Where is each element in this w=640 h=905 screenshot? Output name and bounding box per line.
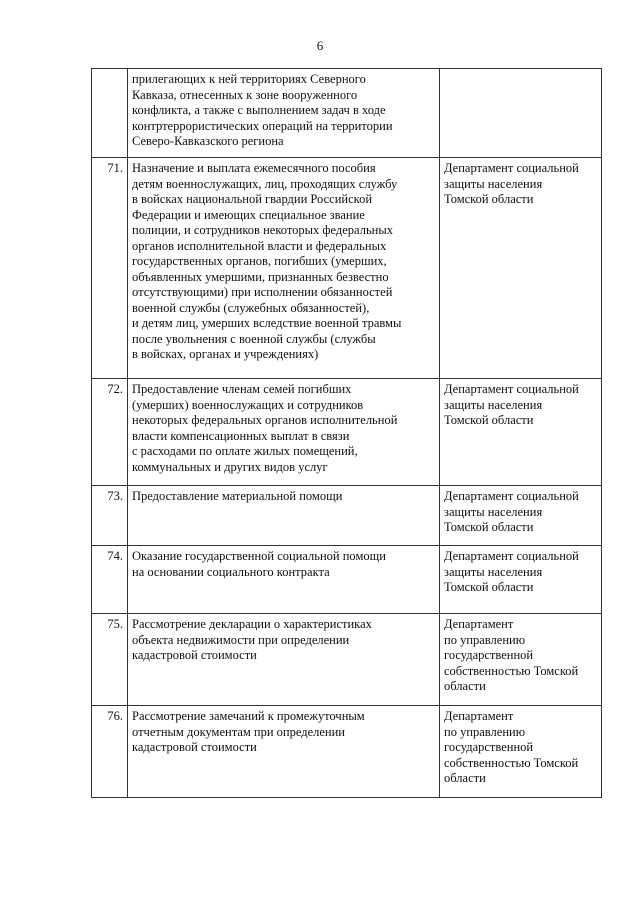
- row-number: 73.: [107, 489, 123, 503]
- table-row: [92, 614, 602, 706]
- department-line: по управлению: [444, 632, 526, 647]
- service-name-cell: [128, 706, 440, 798]
- service-name-line: после увольнения с военной службы (службы: [132, 331, 376, 346]
- service-name-line: некоторых федеральных органов исполнительной: [132, 413, 398, 427]
- service-name-line: кадастровой стоимости: [132, 648, 257, 662]
- service-name-line: и детям лиц, умерших вследствие военной травмы: [132, 316, 402, 330]
- page-number: 6: [316, 38, 324, 53]
- service-name-line: объекта недвижимости при определении: [132, 632, 350, 647]
- service-name-line: конфликта, а также с выполнением задач в ходе: [132, 103, 386, 117]
- service-name-line: контртеррористических операций на территории: [132, 118, 393, 133]
- row-number: 75.: [107, 617, 123, 631]
- department-line: Департамент социальной: [444, 382, 579, 396]
- department-line: защиты населения: [444, 504, 543, 519]
- service-name-line: в войсках, органах и учреждениях): [132, 347, 319, 361]
- department-cell: [440, 614, 602, 706]
- department-line: Департамент социальной: [444, 549, 579, 563]
- service-name-line: в войсках национальной гвардии Российской: [132, 192, 373, 206]
- department-line: Томской области: [444, 413, 534, 427]
- row-number-cell: [92, 486, 128, 546]
- department-cell: [440, 546, 602, 614]
- department-line: Томской области: [444, 580, 534, 594]
- department-line: по управлению: [444, 724, 526, 739]
- service-name-line: отсутствующими) при исполнении обязанностей: [132, 285, 393, 299]
- table-row: [92, 546, 602, 614]
- service-name-line: военной службы (служебных обязанностей),: [132, 300, 370, 315]
- service-name-line: Предоставление материальной помощи: [132, 489, 343, 503]
- service-name-line: Федерации и имеющих специальное звание: [132, 207, 365, 222]
- row-number-cell: [92, 158, 128, 379]
- service-name-line: детям военнослужащих, лиц, проходящих службу: [132, 176, 398, 191]
- service-name-line: государственных органов, погибших (умерших,: [132, 254, 387, 268]
- department-cell: [440, 158, 602, 379]
- row-number: 76.: [107, 709, 123, 723]
- department-cell: [440, 69, 602, 158]
- service-name-line: органов исполнительной власти и федеральных: [132, 238, 387, 253]
- service-name-cell: [128, 486, 440, 546]
- table-row: [92, 69, 602, 158]
- department-line: Томской области: [444, 520, 534, 534]
- service-name-line: Северо-Кавказского региона: [132, 134, 284, 148]
- row-number-cell: [92, 546, 128, 614]
- row-number: 74.: [107, 549, 123, 563]
- department-line: Томской области: [444, 192, 534, 206]
- service-name-line: полиции, и сотрудников некоторых федеральных: [132, 223, 393, 237]
- department-cell: [440, 486, 602, 546]
- service-name-line: кадастровой стоимости: [132, 740, 257, 754]
- service-name-cell: [128, 614, 440, 706]
- department-line: Департамент: [444, 617, 514, 631]
- service-name-line: Назначение и выплата ежемесячного пособия: [132, 161, 376, 175]
- department-line: собственностью Томской: [444, 755, 579, 770]
- row-number-cell: [92, 706, 128, 798]
- service-name-line: на основании социального контракта: [132, 564, 330, 579]
- table-row: [92, 158, 602, 379]
- row-number-cell: [92, 379, 128, 486]
- department-line: области: [444, 771, 486, 785]
- service-name-line: Оказание государственной социальной помощи: [132, 549, 386, 563]
- service-name-line: с расходами по оплате жилых помещений,: [132, 444, 358, 458]
- service-name-cell: [128, 69, 440, 158]
- services-table-body: [92, 69, 602, 798]
- row-number-cell: [92, 69, 128, 158]
- row-number: 71.: [107, 161, 123, 175]
- department-line: Департамент социальной: [444, 489, 579, 503]
- table-row: [92, 379, 602, 486]
- department-line: защиты населения: [444, 397, 543, 412]
- services-table: [91, 68, 602, 798]
- department-line: государственной: [444, 648, 534, 662]
- row-number-cell: [92, 614, 128, 706]
- service-name-line: прилегающих к ней территориях Северного: [132, 72, 366, 86]
- row-number: 72.: [107, 382, 123, 396]
- department-line: государственной: [444, 740, 534, 754]
- table-row: [92, 706, 602, 798]
- service-name-line: Рассмотрение декларации о характеристиках: [132, 617, 372, 631]
- service-name-line: Предоставление членам семей погибших: [132, 382, 352, 396]
- service-name-line: отчетным документам при определении: [132, 724, 345, 739]
- department-line: области: [444, 679, 486, 693]
- service-name-line: (умерших) военнослужащих и сотрудников: [132, 397, 364, 412]
- service-name-line: власти компенсационных выплат в связи: [132, 428, 350, 443]
- department-line: защиты населения: [444, 564, 543, 579]
- service-name-cell: [128, 379, 440, 486]
- department-cell: [440, 379, 602, 486]
- department-line: собственностью Томской: [444, 663, 579, 678]
- service-name-line: Рассмотрение замечаний к промежуточным: [132, 709, 365, 723]
- table-row: [92, 486, 602, 546]
- department-line: Департамент социальной: [444, 161, 579, 175]
- department-line: защиты населения: [444, 176, 543, 191]
- service-name-cell: [128, 546, 440, 614]
- service-name-line: Кавказа, отнесенных к зоне вооруженного: [132, 87, 358, 102]
- department-line: Департамент: [444, 709, 514, 723]
- service-name-line: коммунальных и других видов услуг: [132, 459, 328, 474]
- department-cell: [440, 706, 602, 798]
- service-name-line: объявленных умершими, признанных безвестно: [132, 269, 389, 284]
- service-name-cell: [128, 158, 440, 379]
